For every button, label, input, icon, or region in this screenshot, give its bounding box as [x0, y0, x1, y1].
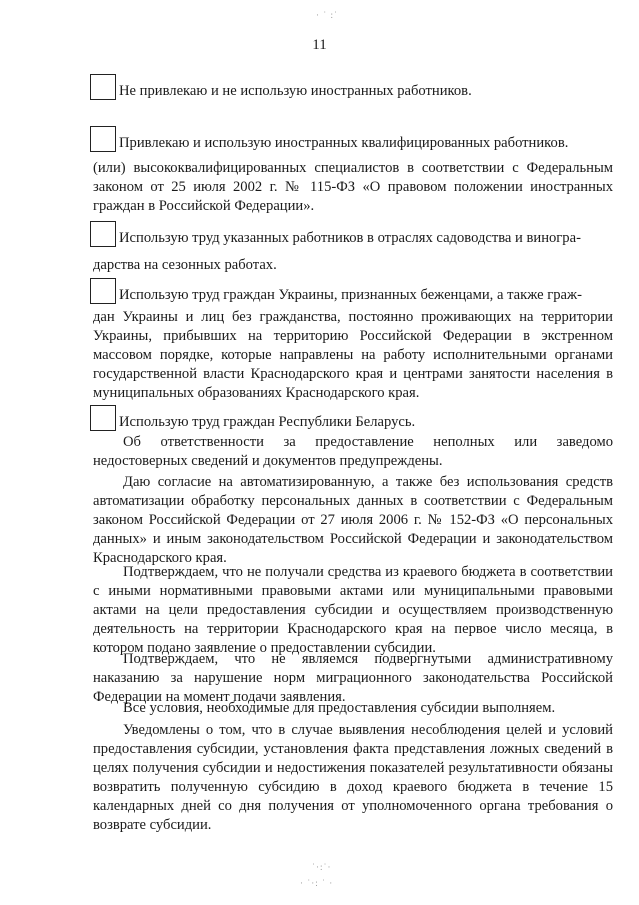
- checkbox-row-belarus-citizens[interactable]: [90, 405, 616, 435]
- continuation-text: (или) высококвалифицированных специалистов в соответствии с Федеральным законом от 25 июля 2002 г. № 115-ФЗ «О правовом положении иностранных граждан в Российской Федерации».: [93, 160, 613, 214]
- scan-noise: ˙·:˙·: [312, 862, 332, 872]
- checkbox[interactable]: [90, 278, 116, 304]
- checkbox-label: Не привлекаю и не использую иностранных работников.: [119, 83, 472, 99]
- checkbox-row-qualified-workers[interactable]: [90, 126, 616, 156]
- checkbox-label: Использую труд граждан Республики Беларусь.: [119, 414, 416, 430]
- paragraph-no-penalty: Подтверждаем, что не являемся подвергнутыми административному наказанию за нарушение норм миграционного законодательства Российской Федерации на момент подачи заявления.: [93, 651, 613, 705]
- checkbox-row-no-foreign-workers[interactable]: [90, 74, 616, 104]
- checkbox-label: Использую труд граждан Украины, признанных беженцами, а также граж-: [119, 287, 582, 303]
- checkbox-row-ukraine-refugees[interactable]: [90, 278, 616, 308]
- paragraph-notification: Уведомлены о том, что в случае выявления несоблюдения целей и условий предоставления субсидии, установления факта представления ложных сведений в целях получения субсидии и недостижения показателей результативности обязаны возвратить полученную субсидию в доход краевого бюджета в течение 15 календарных дней со дня получения от уполномоченного органа требования о возврате субсидии.: [93, 722, 613, 833]
- page-number: 11: [312, 37, 327, 53]
- checkbox[interactable]: [90, 405, 116, 431]
- paragraph-no-funds: Подтверждаем, что не получали средства из краевого бюджета в соответствии с иными нормативными правовыми актами или муниципальными правовыми актами на цели предоставления субсидии и осуществляем производственную деятельность на территории Краснодарского края на первое число месяца, в котором подано заявление о предоставлении субсидии.: [93, 564, 613, 656]
- scan-noise: · ˙·: ˙ ·: [300, 878, 334, 888]
- checkbox-label: Привлекаю и использую иностранных квалифицированных работников.: [119, 135, 569, 151]
- paragraph-consent: Даю согласие на автоматизированную, а также без использования средств автоматизации обработку персональных данных в соответствии с Федеральным законом Российской Федерации от 27 июля 2006 г. № 152-ФЗ «О персональных данных» и иным законодательством Российской Федерации и законодательством Краснодарского края.: [93, 474, 613, 566]
- checkbox[interactable]: [90, 126, 116, 152]
- paragraph-liability: Об ответственности за предоставление неполных или заведомо недостоверных сведений и документов предупреждены.: [93, 434, 613, 469]
- checkbox-row-seasonal-workers[interactable]: [90, 221, 616, 251]
- scan-noise: · ˙ :˙: [316, 10, 338, 20]
- continuation-text: дан Украины и лиц без гражданства, постоянно проживающих на территории Украины, прибывших на территорию Российской Федерации в экстренном массовом порядке, которые направлены на работу исполнительными органами государственной власти Краснодарского края и центрами занятости населения в муниципальных образованиях Краснодарского края.: [93, 309, 613, 401]
- checkbox[interactable]: [90, 221, 116, 247]
- checkbox[interactable]: [90, 74, 116, 100]
- paragraph-conditions-met: Все условия, необходимые для предоставления субсидии выполняем.: [123, 700, 556, 716]
- checkbox-label: Использую труд указанных работников в отраслях садоводства и виногра-: [119, 230, 581, 246]
- continuation-text: дарства на сезонных работах.: [93, 257, 277, 273]
